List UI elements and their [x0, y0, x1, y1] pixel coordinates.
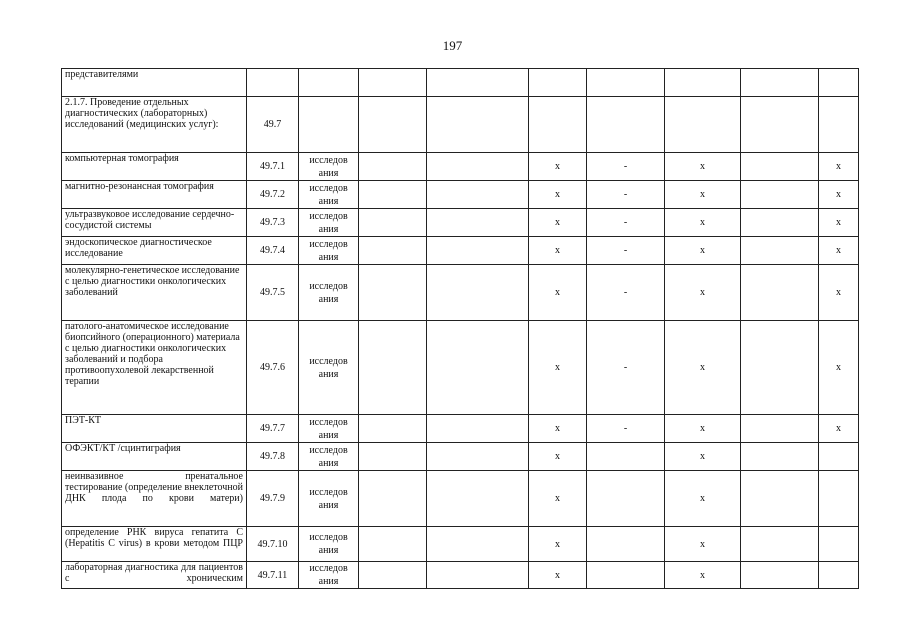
mark-cell	[741, 321, 819, 415]
mark-cell	[359, 415, 427, 443]
mark-cell: x	[529, 237, 587, 265]
mark-cell	[359, 265, 427, 321]
code-cell: 49.7.11	[247, 562, 299, 589]
mark-cell: x	[529, 265, 587, 321]
mark-cell	[819, 69, 859, 97]
code-cell: 49.7.6	[247, 321, 299, 415]
code-cell: 49.7.5	[247, 265, 299, 321]
mark-cell	[427, 153, 529, 181]
mark-cell: -	[587, 181, 665, 209]
mark-cell: x	[529, 321, 587, 415]
page-number: 197	[442, 38, 463, 53]
code-cell: 49.7.4	[247, 237, 299, 265]
mark-cell	[529, 69, 587, 97]
unit-cell: исследов ания	[299, 181, 359, 209]
mark-cell: x	[819, 181, 859, 209]
mark-cell	[427, 237, 529, 265]
unit-cell: исследов ания	[299, 153, 359, 181]
mark-cell	[741, 181, 819, 209]
mark-cell: x	[665, 153, 741, 181]
mark-cell: x	[819, 265, 859, 321]
mark-cell: x	[819, 415, 859, 443]
unit-cell: исследов ания	[299, 321, 359, 415]
code-cell: 49.7.1	[247, 153, 299, 181]
mark-cell	[741, 237, 819, 265]
code-cell: 49.7.7	[247, 415, 299, 443]
service-name-cell: патолого-анатомическое исследование биопсийного (операционного) материала с целью диагностики онкологических заболеваний и подбора противоопухолевой лекарственной терапии	[62, 321, 247, 415]
mark-cell: x	[665, 237, 741, 265]
mark-cell	[427, 209, 529, 237]
mark-cell	[587, 527, 665, 562]
table-row	[62, 153, 859, 181]
mark-cell: -	[587, 415, 665, 443]
mark-cell	[741, 471, 819, 527]
mark-cell	[741, 527, 819, 562]
mark-cell	[359, 237, 427, 265]
mark-cell	[741, 153, 819, 181]
mark-cell	[359, 69, 427, 97]
unit-cell: исследов ания	[299, 209, 359, 237]
unit-cell: исследов ания	[299, 562, 359, 589]
table-row	[62, 562, 859, 589]
mark-cell: x	[665, 209, 741, 237]
code-cell	[247, 69, 299, 97]
table-row	[62, 415, 859, 443]
mark-cell: x	[665, 562, 741, 589]
mark-cell	[427, 415, 529, 443]
mark-cell: x	[819, 209, 859, 237]
mark-cell	[529, 97, 587, 153]
mark-cell	[359, 153, 427, 181]
mark-cell	[359, 97, 427, 153]
mark-cell	[587, 443, 665, 471]
unit-cell: исследов ания	[299, 265, 359, 321]
mark-cell	[427, 97, 529, 153]
mark-cell	[741, 69, 819, 97]
code-cell: 49.7.9	[247, 471, 299, 527]
mark-cell	[587, 562, 665, 589]
unit-cell	[299, 97, 359, 153]
mark-cell	[427, 69, 529, 97]
mark-cell: x	[665, 321, 741, 415]
mark-cell	[741, 265, 819, 321]
table-row	[62, 527, 859, 562]
table-row	[62, 237, 859, 265]
service-name-cell: ПЭТ-КТ	[62, 415, 247, 443]
mark-cell	[359, 321, 427, 415]
service-name-cell: компьютерная томография	[62, 153, 247, 181]
mark-cell: x	[665, 415, 741, 443]
mark-cell	[819, 562, 859, 589]
table-row	[62, 69, 859, 97]
mark-cell: x	[665, 471, 741, 527]
service-name-cell: ультразвуковое исследование сердечно-сосудистой системы	[62, 209, 247, 237]
unit-cell: исследов ания	[299, 237, 359, 265]
code-cell: 49.7.8	[247, 443, 299, 471]
unit-cell: исследов ания	[299, 471, 359, 527]
mark-cell	[359, 471, 427, 527]
mark-cell	[359, 181, 427, 209]
code-cell: 49.7.2	[247, 181, 299, 209]
service-name-cell: ОФЭКТ/КТ /сцинтиграфия	[62, 443, 247, 471]
mark-cell	[741, 97, 819, 153]
mark-cell	[665, 69, 741, 97]
mark-cell	[427, 443, 529, 471]
mark-cell	[359, 527, 427, 562]
mark-cell: -	[587, 209, 665, 237]
mark-cell: -	[587, 237, 665, 265]
table-row	[62, 471, 859, 527]
service-name-cell: 2.1.7. Проведение отдельных диагностических (лабораторных) исследований (медицинских услуг):	[62, 97, 247, 153]
mark-cell: x	[665, 527, 741, 562]
mark-cell	[427, 471, 529, 527]
mark-cell	[665, 97, 741, 153]
mark-cell	[741, 562, 819, 589]
mark-cell: x	[665, 181, 741, 209]
mark-cell	[741, 209, 819, 237]
service-name-cell: неинвазивное пренатальное тестирование (определение внеклеточной ДНК плода по крови матери)	[62, 471, 247, 527]
mark-cell: x	[529, 562, 587, 589]
mark-cell: x	[529, 153, 587, 181]
mark-cell	[359, 209, 427, 237]
code-cell: 49.7.3	[247, 209, 299, 237]
mark-cell	[741, 415, 819, 443]
table-row	[62, 209, 859, 237]
mark-cell	[587, 97, 665, 153]
mark-cell	[427, 527, 529, 562]
table-row	[62, 321, 859, 415]
service-name-cell: магнитно-резонансная томография	[62, 181, 247, 209]
unit-cell: исследов ания	[299, 443, 359, 471]
mark-cell: x	[529, 527, 587, 562]
unit-cell	[299, 69, 359, 97]
mark-cell: x	[529, 471, 587, 527]
mark-cell: x	[819, 321, 859, 415]
mark-cell	[819, 443, 859, 471]
mark-cell	[359, 443, 427, 471]
code-cell: 49.7.10	[247, 527, 299, 562]
service-name-cell: молекулярно-генетическое исследование с целью диагностики онкологических заболеваний	[62, 265, 247, 321]
mark-cell	[427, 265, 529, 321]
mark-cell: x	[529, 209, 587, 237]
unit-cell: исследов ания	[299, 527, 359, 562]
mark-cell	[587, 471, 665, 527]
unit-cell: исследов ания	[299, 415, 359, 443]
services-table	[61, 68, 859, 589]
mark-cell	[819, 527, 859, 562]
service-name-cell: определение РНК вируса гепатита C (Hepatitis C virus) в крови методом ПЦР	[62, 527, 247, 562]
mark-cell: x	[529, 415, 587, 443]
code-cell: 49.7	[247, 97, 299, 153]
service-name-cell: представителями	[62, 69, 247, 97]
mark-cell: x	[529, 181, 587, 209]
mark-cell	[819, 97, 859, 153]
mark-cell: x	[819, 153, 859, 181]
mark-cell	[359, 562, 427, 589]
table-row	[62, 443, 859, 471]
mark-cell: x	[665, 443, 741, 471]
table-row	[62, 97, 859, 153]
service-name-cell: лабораторная диагностика для пациентов с хроническим	[62, 562, 247, 589]
service-name-cell: эндоскопическое диагностическое исследование	[62, 237, 247, 265]
mark-cell	[427, 562, 529, 589]
mark-cell: -	[587, 153, 665, 181]
table-row	[62, 181, 859, 209]
mark-cell: x	[819, 237, 859, 265]
mark-cell: -	[587, 265, 665, 321]
mark-cell: x	[665, 265, 741, 321]
mark-cell: x	[529, 443, 587, 471]
table-row	[62, 265, 859, 321]
mark-cell	[427, 321, 529, 415]
mark-cell	[427, 181, 529, 209]
mark-cell	[741, 443, 819, 471]
mark-cell: -	[587, 321, 665, 415]
mark-cell	[819, 471, 859, 527]
mark-cell	[587, 69, 665, 97]
